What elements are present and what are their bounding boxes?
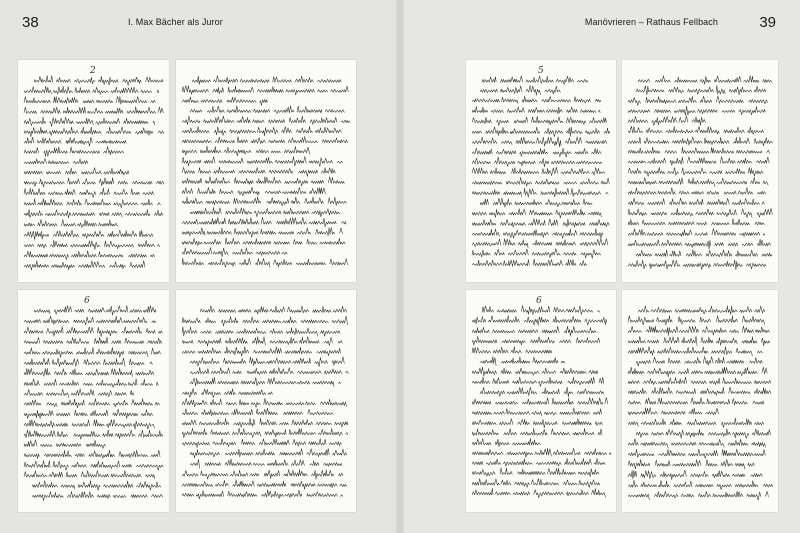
handwriting-line [628,336,770,345]
handwriting-line [472,96,601,103]
handwriting-line [182,408,333,416]
handwriting-line [182,327,340,337]
handwriting-line [182,480,347,490]
handwriting-line [24,199,161,208]
handwriting-line [190,357,344,367]
handwriting-line [482,76,588,85]
handwriting-line [628,167,763,176]
handwriting-line [628,147,770,154]
handwriting-line [480,198,592,207]
handwriting-line [182,167,335,176]
handwriting-line [182,197,347,206]
handwriting-line [472,438,540,446]
handwriting-line [190,459,342,468]
handwriting-line [628,439,766,449]
handwriting-line [24,327,162,337]
manuscript-sheet [466,60,616,282]
handwriting-line [182,398,347,407]
handwriting-line [34,306,156,316]
handwriting-line [24,337,162,344]
handwriting-line [182,126,341,135]
manuscript-sheet [18,290,169,512]
handwriting-line [472,239,608,249]
handwriting-line [636,85,766,94]
manuscript-sheet [18,60,169,282]
handwriting-line [24,461,163,471]
handwriting-line [24,450,160,459]
handwriting-line [628,229,765,237]
handwriting-line [24,240,160,249]
handwriting-line [628,316,765,325]
handwriting-line [182,157,343,167]
handwriting-line [628,177,768,187]
handwriting-line [628,491,769,500]
handwriting-line [24,316,156,325]
book-gutter [396,0,404,533]
handwriting-line [482,306,600,315]
handwriting-line [182,470,343,480]
handwriting-line [32,481,161,491]
handwriting-scribble [622,60,778,282]
handwriting-line [628,377,771,385]
handwriting-line [472,336,600,345]
handwriting-line [480,387,604,397]
handwriting-line [24,440,106,448]
handwriting-line [182,418,348,427]
handwriting-line [472,347,552,354]
handwriting-scribble [622,290,778,512]
handwriting-line [182,228,343,238]
handwriting-line [182,490,343,499]
handwriting-line [472,377,604,387]
handwriting-line [182,238,345,246]
handwriting-line [182,116,350,124]
handwriting-line [472,259,587,266]
handwriting-line [182,337,343,347]
handwriting-line [192,76,341,85]
handwriting-line [628,260,766,270]
manuscript-sheet [466,290,616,512]
handwriting-line [628,347,763,356]
handwriting-line [182,388,273,397]
handwriting-line [628,470,762,479]
handwriting-line [628,157,769,166]
handwriting-line [190,207,340,216]
handwriting-line [182,428,348,438]
handwriting-line [24,409,153,419]
right-page-number: 39 [759,14,776,31]
handwriting-scribble [466,290,616,512]
handwriting-line [472,106,600,114]
handwriting-line [628,96,768,105]
handwriting-line [472,157,602,167]
right-running-head: Manövrieren – Rathaus Fellbach [584,17,718,27]
handwriting-line [182,136,348,143]
handwriting-line [24,219,118,227]
manuscript-sheet [176,290,356,512]
sheet-page-marker: 6 [536,296,542,306]
handwriting-line [182,248,287,257]
handwriting-line [628,188,766,195]
handwriting-line [24,358,152,366]
handwriting-line [182,177,344,186]
handwriting-line [472,326,596,336]
handwriting-line [24,137,126,146]
handwriting-line [24,107,163,114]
handwriting-line [182,439,342,448]
handwriting-line [24,389,134,398]
handwriting-line [628,137,773,146]
sheet-page-marker: 5 [538,66,544,76]
handwriting-line [472,419,603,428]
handwriting-line [628,219,765,226]
handwriting-scribble [176,290,356,512]
sheet-page-marker: 2 [90,66,96,76]
handwriting-line [628,198,765,205]
handwriting-line [182,187,325,196]
handwriting-line [182,347,341,356]
handwriting-line [24,471,155,480]
handwriting-line [628,106,765,115]
handwriting-line [636,429,771,439]
handwriting-line [472,219,609,228]
handwriting-line [472,177,609,186]
handwriting-line [480,86,561,96]
handwriting-line [34,76,163,86]
left-page-number: 38 [22,14,39,31]
handwriting-line [628,449,765,458]
handwriting-line [24,117,155,127]
handwriting-line [472,488,606,498]
handwriting-line [472,316,607,326]
handwriting-line [472,249,601,259]
handwriting-line [24,251,155,260]
manuscript-sheet [622,60,778,282]
handwriting-line [24,188,154,198]
handwriting-line [472,468,599,477]
handwriting-line [24,261,145,270]
handwriting-line [24,209,163,218]
handwriting-line [472,458,605,466]
handwriting-line [638,306,765,315]
handwriting-line [472,367,598,376]
handwriting-line [472,229,603,239]
left-running-head: I. Max Bächer als Juror [128,17,223,27]
handwriting-line [472,148,601,157]
handwriting-line [628,126,764,134]
handwriting-line [24,168,129,175]
handwriting-line [182,217,346,227]
handwriting-line [190,367,349,374]
handwriting-line [24,399,160,408]
handwriting-scribble [466,60,616,282]
handwriting-line [628,418,764,428]
handwriting-line [636,250,772,257]
handwriting-line [24,420,155,430]
handwriting-line [628,480,773,489]
handwriting-line [24,347,161,357]
handwriting-line [24,86,159,94]
handwriting-line [182,97,268,106]
handwriting-line [182,86,348,95]
handwriting-line [628,239,771,249]
handwriting-scribble [18,290,169,512]
handwriting-line [200,306,347,314]
handwriting-line [24,230,153,240]
handwriting-line [472,479,600,488]
handwriting-line [24,147,124,157]
handwriting-scribble [176,60,356,282]
handwriting-line [472,428,602,435]
handwriting-line [24,127,164,137]
handwriting-line [638,76,772,85]
handwriting-line [628,408,719,416]
handwriting-line [24,368,154,377]
handwriting-line [472,167,605,175]
handwriting-line [472,408,602,416]
handwriting-line [24,178,164,187]
handwriting-line [472,188,608,197]
handwriting-line [472,137,607,147]
handwriting-line [24,430,163,439]
handwriting-line [190,377,341,387]
handwriting-line [628,208,772,218]
handwriting-line [628,459,755,469]
handwriting-line [24,158,88,164]
handwriting-line [472,127,610,137]
handwriting-line [628,326,770,335]
handwriting-line [628,387,771,395]
handwriting-line [628,367,767,377]
handwriting-line [32,492,163,501]
sheet-page-marker: 6 [84,296,90,306]
handwriting-line [480,357,565,366]
manuscript-sheet [622,290,778,512]
handwriting-line [182,316,348,326]
handwriting-line [24,96,156,104]
handwriting-line [182,258,348,267]
handwriting-line [472,398,608,405]
handwriting-line [182,146,310,156]
handwriting-line [472,209,601,218]
handwriting-line [472,116,607,125]
handwriting-line [190,449,347,458]
handwriting-line [190,106,344,114]
handwriting-line [628,398,764,406]
handwriting-line [472,448,611,457]
manuscript-sheet [176,60,356,282]
handwriting-line [24,379,158,388]
handwriting-line [636,357,762,367]
handwriting-line [628,116,706,126]
handwriting-scribble [18,60,169,282]
